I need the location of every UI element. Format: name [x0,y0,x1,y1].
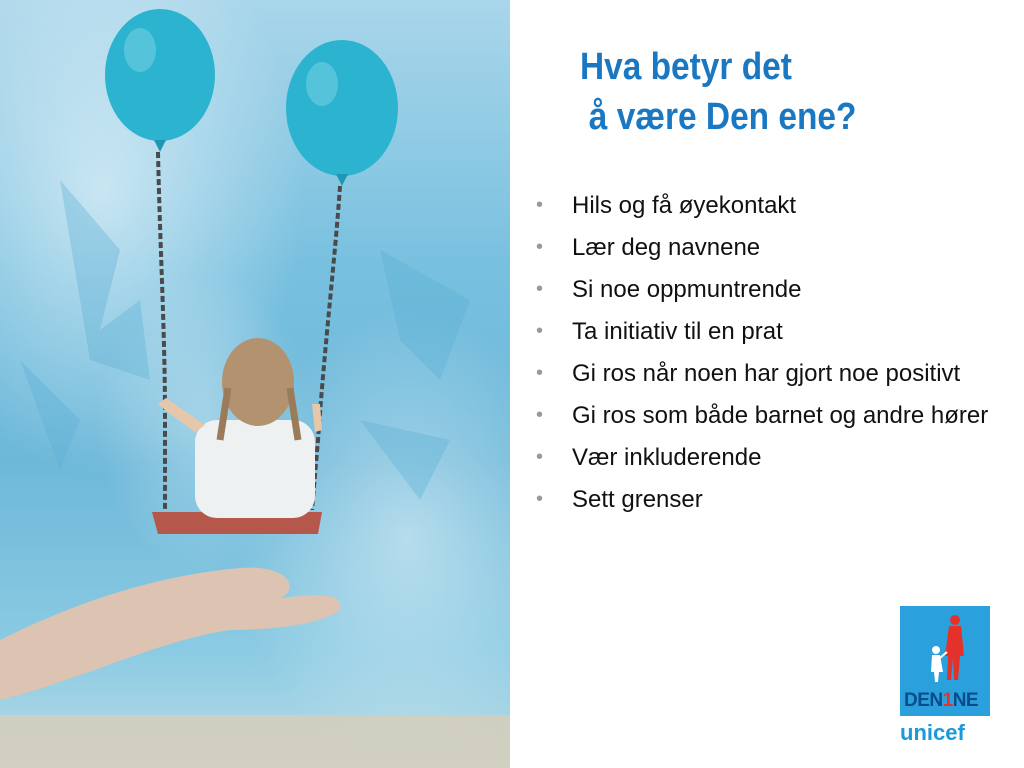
title-line-1: Hva betyr det [580,46,792,88]
bullet-dot: • [536,404,544,426]
bullet-dot: • [536,362,544,384]
right-chain [312,186,340,510]
slide-title [580,42,856,142]
left-chain [158,152,165,510]
list-item: • Lær deg navnene [536,234,761,261]
list-item: • Si noe oppmuntrende [536,276,802,303]
balloon-right [286,40,398,186]
den-ene-unicef-logo [900,606,990,746]
balloon-left [105,9,215,152]
bullet-list [536,192,1006,528]
bullet-dot: • [536,488,544,510]
bullet-dot: • [536,320,544,342]
list-item: • Gi ros som både barnet og andre hører [536,402,989,429]
bullet-dot: • [536,236,544,258]
open-hand [0,568,340,700]
list-item: • Vær inkluderende [536,444,762,471]
list-item: • Hils og få øyekontakt [536,192,797,219]
list-item: • Ta initiativ til en prat [536,318,783,345]
adult-child-figures-icon [900,606,990,686]
list-item: • Sett grenser [536,486,703,513]
bullet-dot: • [536,194,544,216]
den-ene-logo-box [900,606,990,716]
sand-strip [0,715,510,768]
girl-on-balloon-swing-illustration [0,0,510,768]
girl-figure [158,338,322,518]
title-line-2: å være Den ene? [588,96,857,138]
list-item: • Gi ros når noen har gjort noe positivt [536,360,961,387]
unicef-wordmark: unicef [900,720,965,745]
illustration-panel [0,0,510,768]
bullet-dot: • [536,446,544,468]
den-ene-wordmark: DEN1NE [904,690,979,711]
bullet-dot: • [536,278,544,300]
